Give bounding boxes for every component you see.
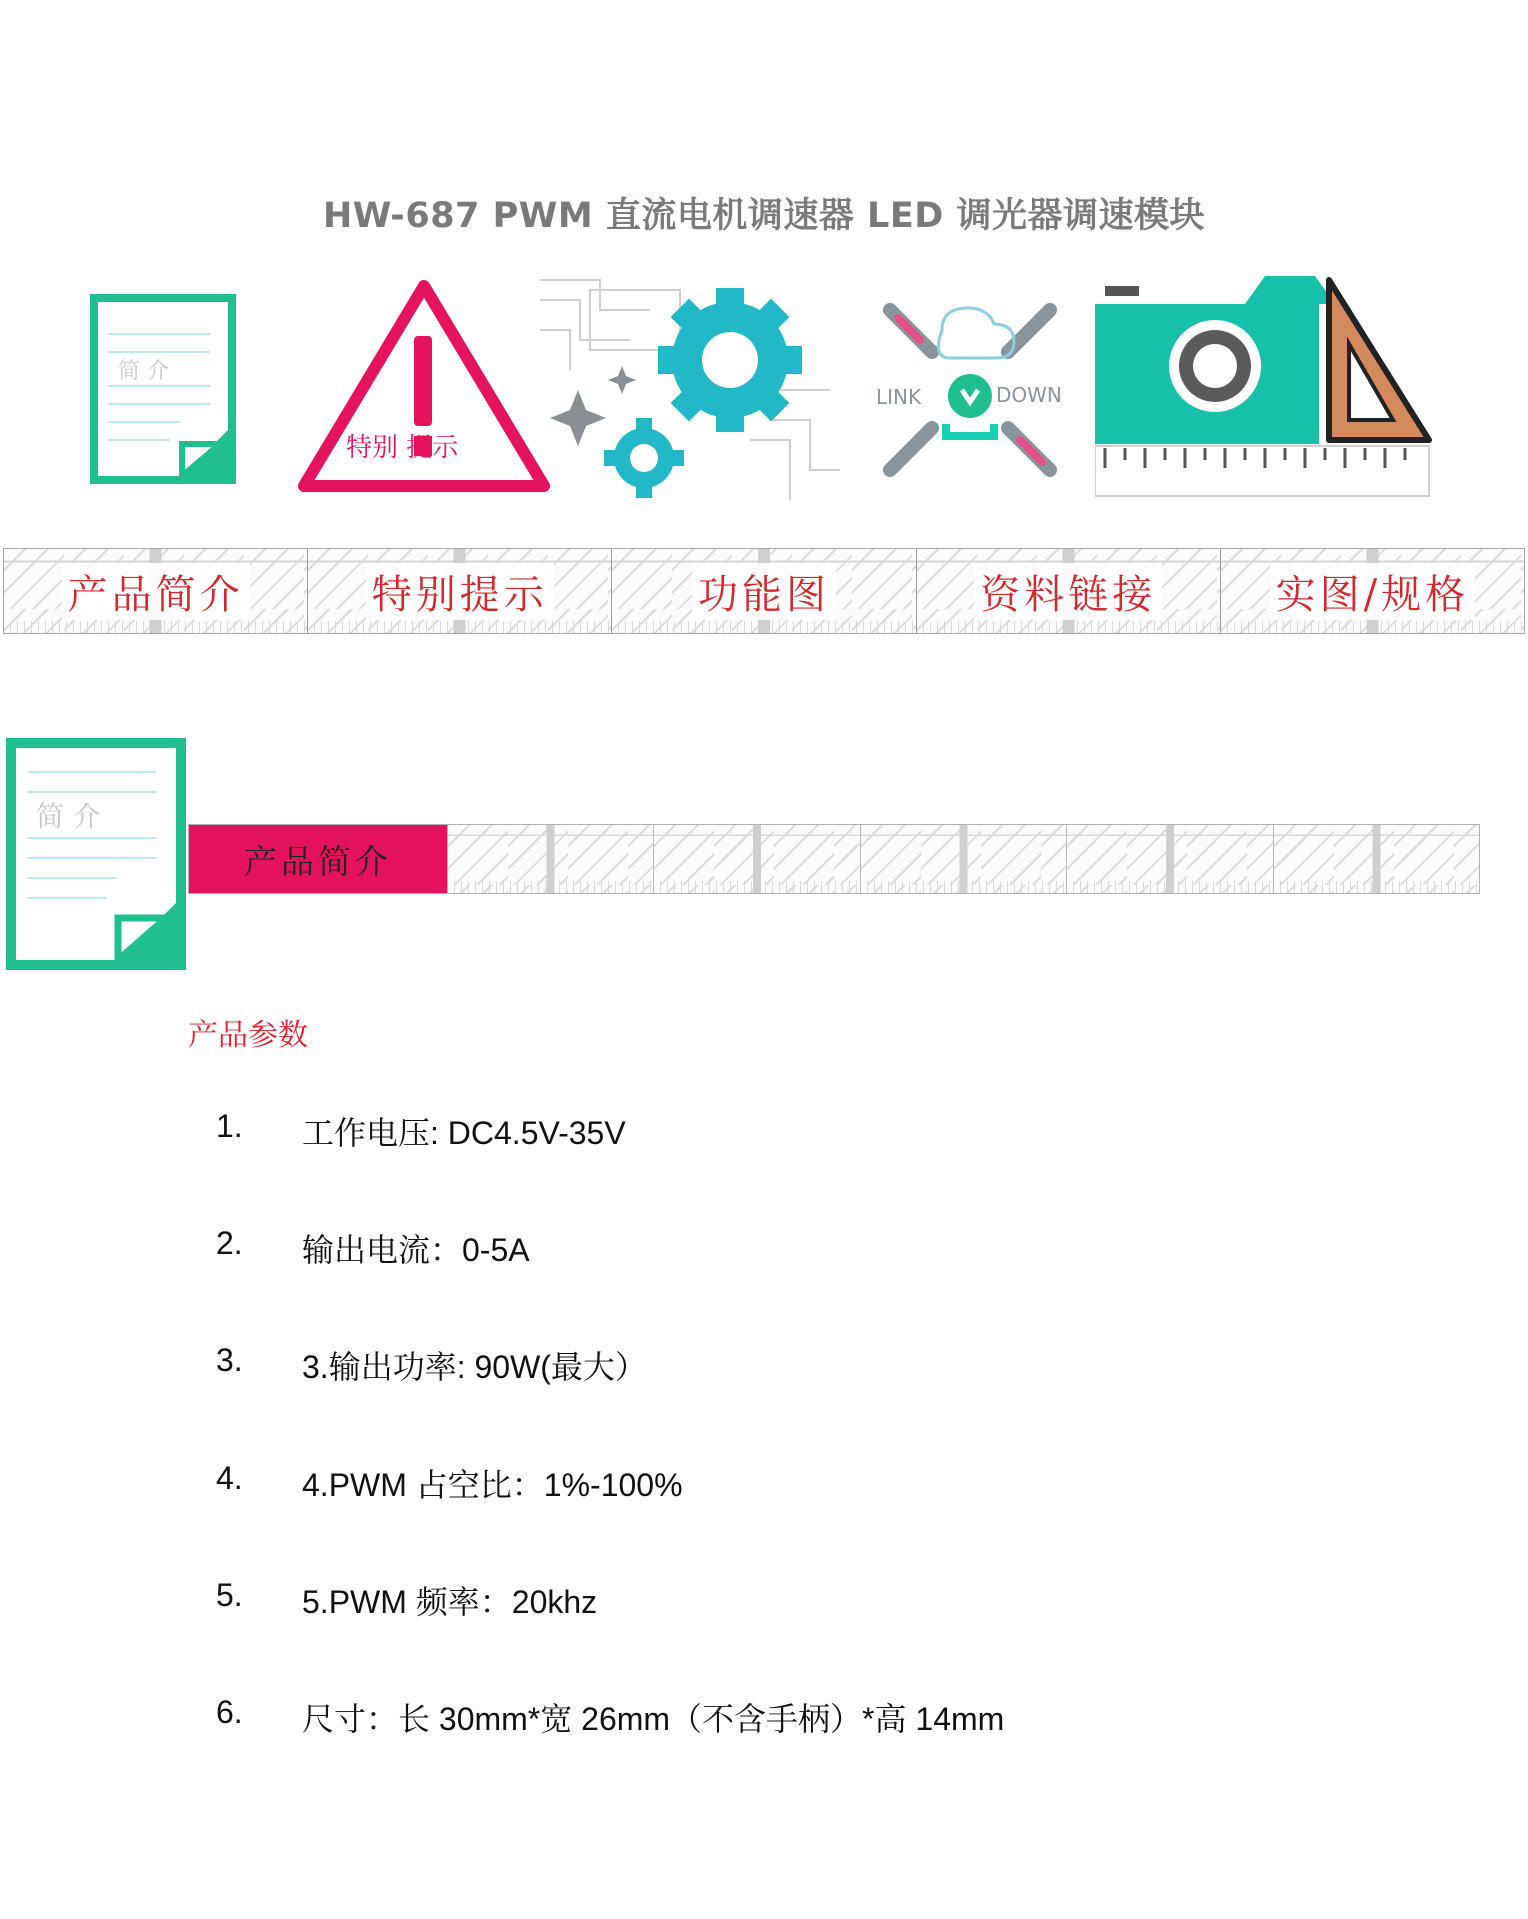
nav-item-label: 资料链接 [974, 563, 1162, 620]
banner [0, 268, 1528, 518]
section-nav [3, 548, 1525, 634]
nav-item-function-diagram[interactable] [612, 549, 916, 633]
nav-item-notice[interactable] [308, 549, 612, 633]
params-heading: 产品参数 [188, 1018, 308, 1053]
nav-item-photos-specs[interactable] [1221, 549, 1524, 633]
link-label: LINK [876, 385, 922, 409]
section-header-bar [188, 824, 1480, 894]
list-item-text: 工作电压: DC4.5V-35V [302, 1115, 626, 1151]
camera-ruler-icon [1095, 274, 1435, 506]
list-item [0, 1225, 1200, 1268]
section-document-icon [6, 738, 188, 970]
section-icon-label: 简 介 [36, 800, 101, 833]
list-item-text: 输出电流：0-5A [302, 1232, 530, 1268]
page-title: HW-687 PWM 直流电机调速器 LED 调光器调速模块 [322, 196, 1205, 236]
gears-icon [530, 270, 850, 510]
nav-item-intro[interactable] [4, 549, 308, 633]
list-item-number: 4. [216, 1460, 243, 1496]
link-download-icon [870, 290, 1070, 490]
list-item [0, 1460, 1200, 1503]
list-item [0, 1694, 1200, 1737]
warning-icon [294, 276, 554, 496]
nav-item-resource-links[interactable] [917, 549, 1221, 633]
down-label: DOWN [996, 383, 1062, 407]
nav-item-label: 特别提示 [366, 563, 554, 620]
list-item-number: 1. [216, 1108, 243, 1144]
document-icon [90, 294, 240, 484]
list-item [0, 1342, 1200, 1385]
circuit-pattern [1273, 825, 1479, 893]
circuit-pattern [1066, 825, 1272, 893]
list-item [0, 1108, 1200, 1151]
list-item-number: 5. [216, 1577, 243, 1613]
nav-item-label: 功能图 [692, 563, 836, 620]
circuit-pattern [653, 825, 859, 893]
nav-item-label: 实图/规格 [1270, 563, 1475, 620]
section-title: 产品简介 [189, 825, 447, 893]
list-item-text: 尺寸：长 30mm*宽 26mm（不含手柄）*高 14mm [302, 1701, 1005, 1737]
list-item [0, 1577, 1200, 1620]
list-item-number: 6. [216, 1694, 243, 1730]
circuit-pattern [860, 825, 1066, 893]
list-item-number: 3. [216, 1342, 243, 1378]
document-icon-label: 简 介 [118, 359, 169, 384]
warning-icon-label: 特别 提示 [346, 433, 459, 463]
circuit-pattern [447, 825, 653, 893]
nav-item-label: 产品简介 [62, 563, 250, 620]
list-item-text: 4.PWM 占空比：1%-100% [302, 1467, 683, 1503]
list-item-number: 2. [216, 1225, 243, 1261]
list-item-text: 3.输出功率: 90W(最大） [302, 1349, 647, 1385]
list-item-text: 5.PWM 频率：20khz [302, 1584, 598, 1620]
